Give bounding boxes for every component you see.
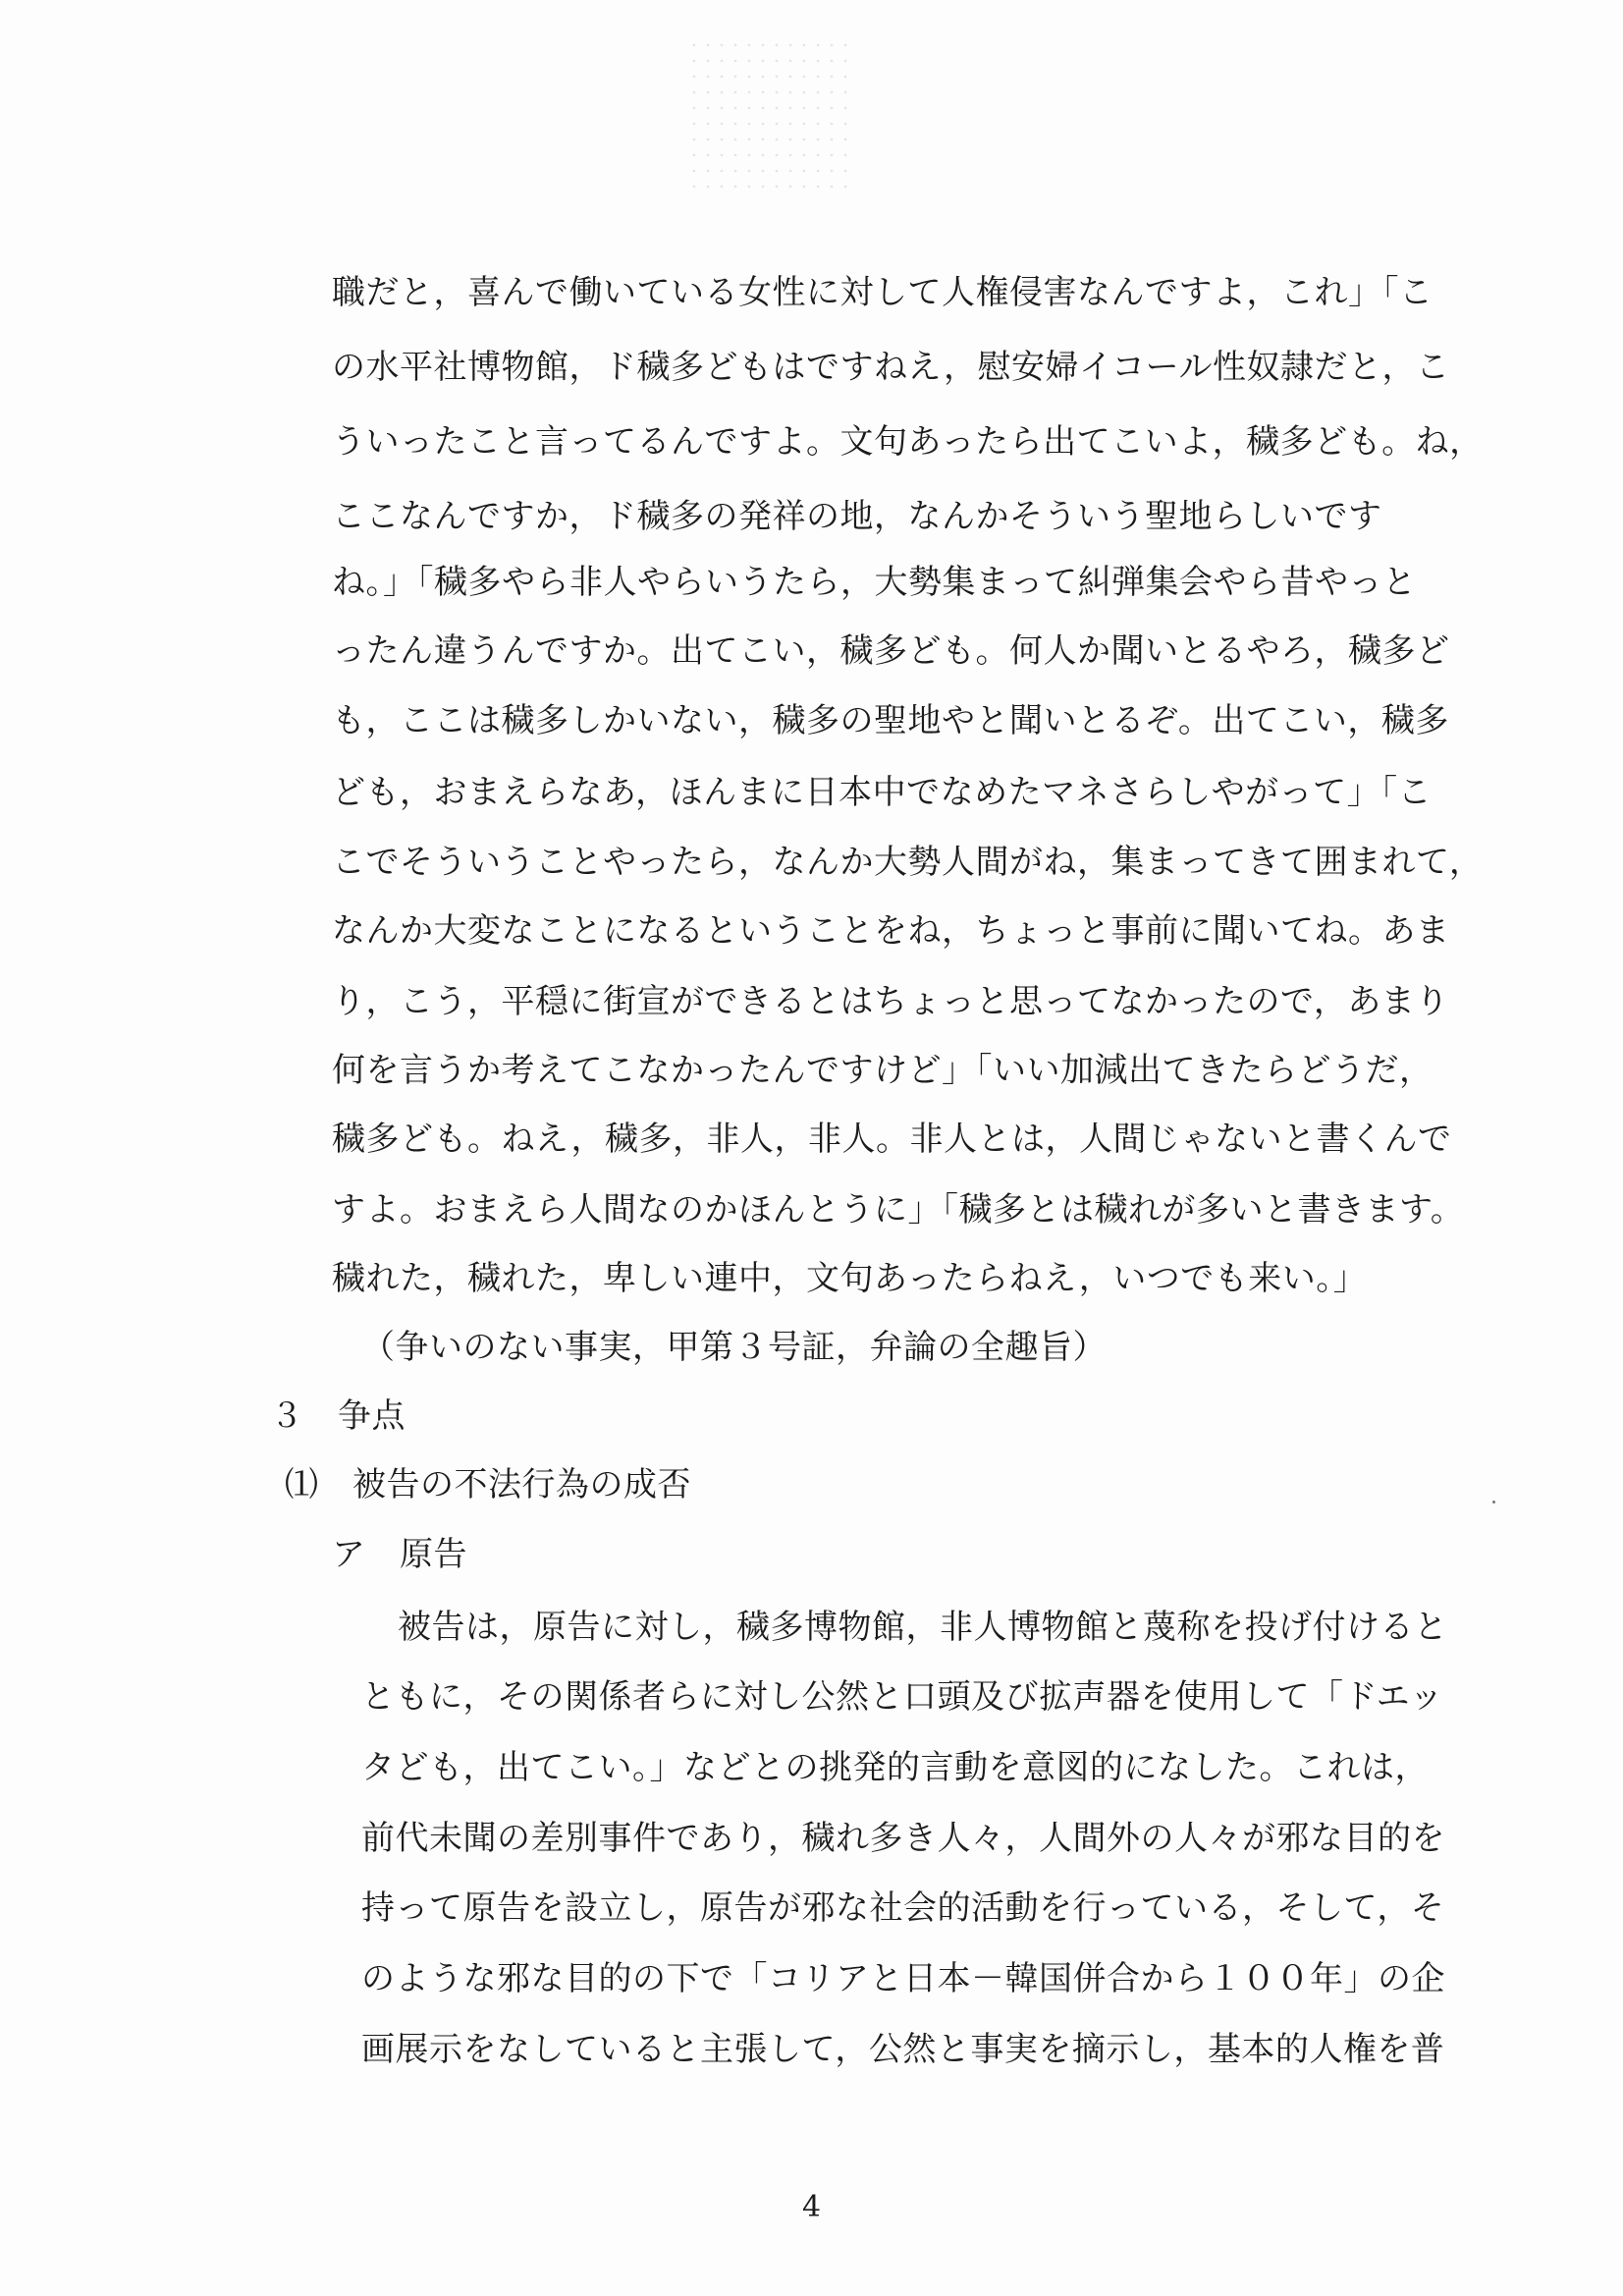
- item-heading: ア 原告: [332, 1535, 467, 1574]
- text-line: 前代未聞の差別事件であり，穢れ多き人々，人間外の人々が邪な目的を: [361, 1819, 1445, 1858]
- text-line: 被告は，原告に対し，穢多博物館，非人博物館と蔑称を投げ付けると: [398, 1608, 1448, 1647]
- text-line: も，ここは穢多しかいない，穢多の聖地やと聞いとるぞ。出てこい，穢多: [332, 701, 1449, 740]
- text-line: 職だと，喜んで働いている女性に対して人権侵害なんですよ，これ」「こ: [332, 273, 1434, 312]
- text-line: 何を言うか考えてこなかったんですけど」「いい加減出てきたらどうだ，: [332, 1051, 1434, 1090]
- text-line: すよ。おまえら人間なのかほんとうに」「穢多とは穢れが多いと書きます。: [332, 1190, 1465, 1230]
- text-line: の水平社博物館，ド穢多どもはですねえ，慰安婦イコール性奴隷だと，こ: [332, 348, 1450, 387]
- text-line: ったん違うんですか。出てこい，穢多ども。何人か聞いとるやろ，穢多ど: [332, 631, 1450, 671]
- text-line: 画展示をなしていると主張して，公然と事実を摘示し，基本的人権を普: [361, 2030, 1445, 2069]
- section-heading: ３ 争点: [270, 1396, 406, 1436]
- evidence-note: （争いのない事実，甲第３号証，弁論の全趣旨）: [361, 1328, 1107, 1367]
- text-line: タども，出てこい。」などとの挑発的言動を意図的になした。これは，: [361, 1748, 1429, 1787]
- text-line: なんか大変なことになるということをね，ちょっと事前に聞いてね。あま: [332, 911, 1450, 951]
- text-line: ともに，その関係者らに対し公然と口頭及び拡声器を使用して「ドエッ: [361, 1677, 1443, 1717]
- text-line: 穢れた，穢れた，卑しい連中，文句あったらねえ，いつでも来い。」: [332, 1259, 1368, 1298]
- subsection-heading: ⑴ 被告の不法行為の成否: [285, 1465, 691, 1504]
- text-line: ういったこと言ってるんですよ。文句あったら出てこいよ，穢多ども。ね，: [332, 422, 1484, 462]
- text-line: 持って原告を設立し，原告が邪な社会的活動を行っている，そして，そ: [361, 1888, 1445, 1928]
- text-line: 穢多ども。ねえ，穢多，非人，非人。非人とは，人間じゃないと書くんで: [332, 1120, 1452, 1159]
- scan-speck: [1492, 1501, 1495, 1503]
- text-line: り，こう，平穏に街宣ができるとはちょっと思ってなかったので，あまり: [332, 982, 1449, 1021]
- text-line: ども，おまえらなあ，ほんまに日本中でなめたマネさらしやがって」「こ: [332, 773, 1433, 812]
- text-line: ね。」「穢多やら非人やらいうたら，大勢集まって糾弾集会やら昔やっと: [332, 563, 1417, 602]
- text-line: ここなんですか，ド穢多の発祥の地，なんかそういう聖地らしいです: [332, 497, 1382, 536]
- text-line: のような邪な目的の下で「コリアと日本－韓国併合から１００年」の企: [361, 1959, 1445, 1998]
- scan-artifact-dots: [687, 37, 854, 194]
- page-number: 4: [801, 2190, 822, 2224]
- text-line: こでそういうことやったら，なんか大勢人間がね，集まってきて囲まれて，: [332, 843, 1484, 882]
